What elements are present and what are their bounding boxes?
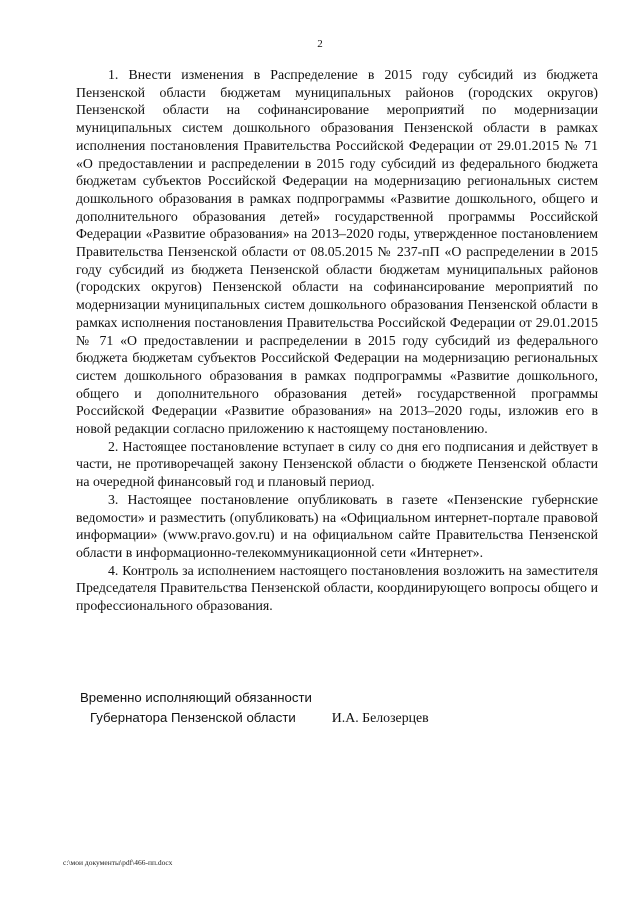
signature-title-1: Временно исполняющий обязанности (80, 690, 312, 705)
paragraph-1: 1. Внести изменения в Распределение в 2015 году субсидий из бюджета Пензенской области бюджетам муниципальных районов (городских округов) Пензенской области на софинансирование мероприятий по модернизации муниципальных систем дошкольного образования Пензенской области в рамках исполнения постановления Правительства Российской Федерации от 29.01.2015 № 71 «О предоставлении и распределении в 2015 году субсидий из федерального бюджета бюджетам субъектов Российской Федерации на модернизацию региональных систем дошкольного образования в рамках подпрограммы «Развитие дошкольного, общего и дополнительного образования детей» государственной программы Российской Федерации «Развитие образования» на 2013–2020 годы, утвержденное постановлением Правительства Пензенской области от 08.05.2015 № 237-пП «О распределении в 2015 году субсидий из бюджета Пензенской области бюджетам муниципальных районов (городских округов) Пензенской области на софинансирование мероприятий по модернизации муниципальных систем дошкольного образования Пензенской области в рамках исполнения постановления Правительства Российской Федерации от 29.01.2015 № 71 «О предоставлении и распределении в 2015 году субсидий из федерального бюджета бюджетам субъектов Российской Федерации на модернизацию региональных систем дошкольного образования в рамках подпрограммы «Развитие дошкольного, общего и дополнительного образования детей» государственной программы Российской Федерации «Развитие образования» на 2013–2020 годы, изложив его в новой редакции согласно приложению к настоящему постановлению. (76, 67, 598, 437)
paragraph-4: 4. Контроль за исполнением настоящего постановления возложить на заместителя Председателя Правительства Пензенской области, координирующего вопросы общего и профессионального образования. (76, 562, 598, 614)
page-number: 2 (317, 38, 323, 50)
signature-title-line-1 (80, 688, 580, 708)
paragraph-3: 3. Настоящее постановление опубликовать в газете «Пензенские губернские ведомости» и разместить (опубликовать) на «Официальном интернет-портале правовой информации» (www.pravo.gov.ru) и на официальном сайте Правительства Пензенской области в информационно-телекоммуникационной сети «Интернет». (76, 491, 598, 560)
paragraph-2: 2. Настоящее постановление вступает в силу со дня его подписания и действует в части, не противоречащей закону Пензенской области о бюджете Пензенской области на очередной финансовый год и плановый период. (76, 438, 598, 490)
document-body (76, 66, 598, 615)
signatory-name: И.А. Белозерцев (331, 710, 429, 725)
signature-title-2: Губернатора Пензенской области (90, 710, 296, 725)
signature-block (80, 688, 580, 728)
footer-file-path: c:\мои документы\pdf\466-пп.docx (63, 858, 173, 867)
signature-title-line-2 (80, 708, 580, 728)
